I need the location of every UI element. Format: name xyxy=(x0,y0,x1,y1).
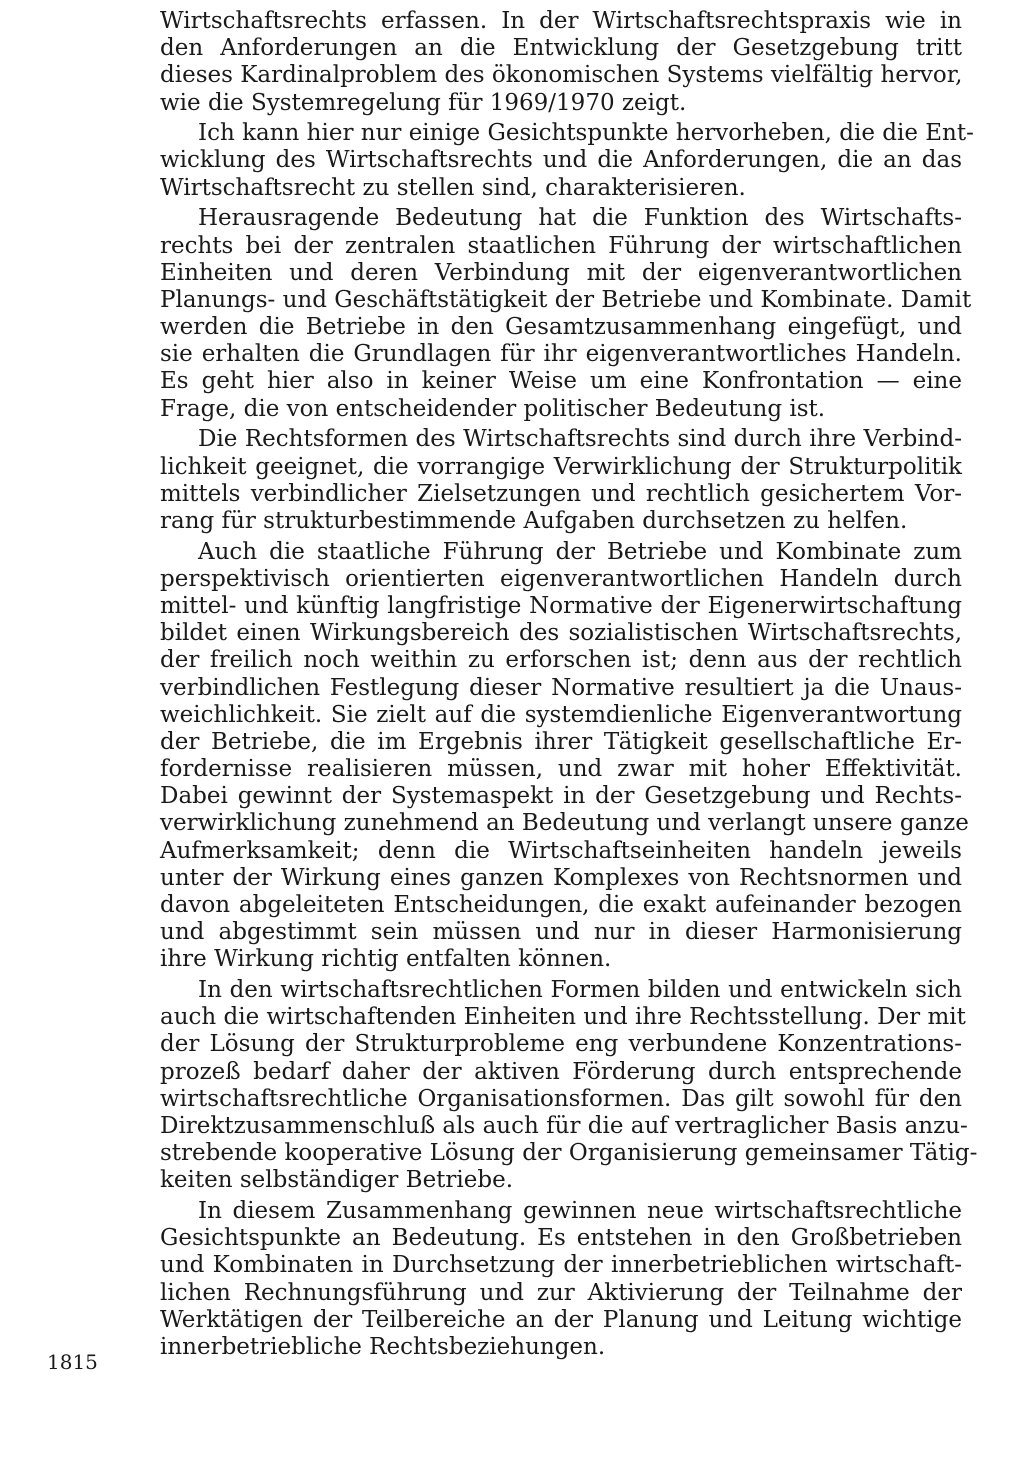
text-line: rang für strukturbestimmende Aufgaben durchsetzen zu helfen. xyxy=(160,507,908,534)
text-line: Dabei gewinnt der Systemaspekt in der Gesetzgebung und Rechts- xyxy=(160,783,962,810)
text-line: dieses Kardinalproblem des ökonomischen Systems vielfältig hervor, xyxy=(160,62,963,89)
paragraph xyxy=(160,120,974,202)
text-line: ihre Wirkung richtig entfalten können. xyxy=(160,946,612,973)
text-line: unter der Wirkung eines ganzen Komplexes von Rechtsnormen und xyxy=(160,864,962,891)
text-line: Die Rechtsformen des Wirtschaftsrechts sind durch ihre Verbind- xyxy=(198,426,962,453)
text-line: rechts bei der zentralen staatlichen Führung der wirtschaftlichen xyxy=(160,232,962,259)
text-line: mittels verbindlicher Zielsetzungen und rechtlich gesichertem Vor- xyxy=(160,480,962,507)
text-line: Wirtschaftsrechts erfassen. In der Wirtschaftsrechtspraxis wie in xyxy=(160,8,962,34)
text-line: perspektivisch orientierten eigenverantwortlichen Handeln durch xyxy=(160,565,962,592)
text-line: Es geht hier also in keiner Weise um eine Konfrontation — eine xyxy=(160,368,962,395)
text-line: Ich kann hier nur einige Gesichtspunkte hervorheben, die die Ent- xyxy=(198,120,974,147)
text-line: wicklung des Wirtschaftsrechts und die Anforderungen, die an das xyxy=(160,147,962,174)
text-line: lichkeit geeignet, die vorrangige Verwirklichung der Strukturpolitik xyxy=(160,453,962,480)
text-line: der freilich noch weithin zu erforschen ist; denn aus der rechtlich xyxy=(160,647,962,674)
paragraph xyxy=(160,205,972,423)
text-line: und Kombinaten in Durchsetzung der innerbetrieblichen wirtschaft- xyxy=(160,1252,962,1279)
text-line: auch die wirtschaftenden Einheiten und ihre Rechtsstellung. Der mit xyxy=(160,1004,966,1031)
text-line: sie erhalten die Grundlagen für ihr eigenverantwortliches Handeln. xyxy=(160,341,962,368)
text-line: werden die Betriebe in den Gesamtzusammenhang eingefügt, und xyxy=(160,314,962,341)
text-line: verwirklichung zunehmend an Bedeutung und verlangt unsere ganze xyxy=(160,810,969,837)
text-line: Gesichtspunkte an Bedeutung. Es entstehen in den Großbetrieben xyxy=(160,1225,962,1252)
text-line: Direktzusammenschluß als auch für die auf vertraglicher Basis anzu- xyxy=(160,1113,968,1139)
text-line: wie die Systemregelung für 1969/1970 zeigt. xyxy=(160,89,687,116)
text-line: lichen Rechnungsführung und zur Aktivierung der Teilnahme der xyxy=(160,1279,962,1306)
page-number: 1815 xyxy=(47,1350,98,1374)
text-line: Werktätigen der Teilbereiche an der Planung und Leitung wichtige xyxy=(160,1306,962,1333)
text-line: Herausragende Bedeutung hat die Funktion des Wirtschafts- xyxy=(198,205,962,232)
text-line: verbindlichen Festlegung dieser Normative resultiert ja die Unaus- xyxy=(160,674,962,701)
paragraph xyxy=(160,977,978,1195)
text-line: Planungs- und Geschäftstätigkeit der Betriebe und Kombinate. Damit xyxy=(160,286,972,313)
text-line: fordernisse realisieren müssen, und zwar mit hoher Effektivität. xyxy=(160,756,962,783)
text-line: und abgestimmt sein müssen und nur in dieser Harmonisierung xyxy=(160,919,962,946)
text-line: den Anforderungen an die Entwicklung der Gesetzgebung tritt xyxy=(160,35,962,62)
text-line: der Betriebe, die im Ergebnis ihrer Tätigkeit gesellschaftliche Er- xyxy=(160,728,962,755)
text-line: davon abgeleiteten Entscheidungen, die exakt aufeinander bezogen xyxy=(160,892,962,918)
text-line: weichlichkeit. Sie zielt auf die systemdienliche Eigenverantwortung xyxy=(160,701,962,728)
text-line: Frage, die von entscheidender politischer Bedeutung ist. xyxy=(160,395,826,422)
text-line: prozeß bedarf daher der aktiven Förderung durch entsprechende xyxy=(160,1058,962,1085)
text-line: innerbetriebliche Rechtsbeziehungen. xyxy=(160,1334,606,1360)
text-line: Auch die staatliche Führung der Betriebe und Kombinate zum xyxy=(198,538,962,565)
text-line: Einheiten und deren Verbindung mit der eigenverantwortlichen xyxy=(160,259,962,286)
text-line: Aufmerksamkeit; denn die Wirtschaftseinheiten handeln jeweils xyxy=(160,837,962,864)
document-page xyxy=(160,8,978,1365)
paragraph xyxy=(160,426,962,535)
text-line: der Lösung der Strukturprobleme eng verbundene Konzentrations- xyxy=(160,1031,962,1058)
text-line: wirtschaftsrechtliche Organisationsformen. Das gilt sowohl für den xyxy=(160,1085,962,1112)
text-line: mittel- und künftig langfristige Normative der Eigenerwirtschaftung xyxy=(160,592,962,619)
text-line: strebende kooperative Lösung der Organisierung gemeinsamer Tätig- xyxy=(160,1140,978,1167)
paragraph xyxy=(160,8,962,117)
paragraph xyxy=(160,538,969,974)
text-line: bildet einen Wirkungsbereich des sozialistischen Wirtschaftsrechts, xyxy=(160,620,962,647)
text-line: In diesem Zusammenhang gewinnen neue wirtschaftsrechtliche xyxy=(198,1198,962,1225)
text-line: keiten selbständiger Betriebe. xyxy=(160,1167,514,1194)
text-line: Wirtschaftsrecht zu stellen sind, charakterisieren. xyxy=(160,174,746,201)
paragraph xyxy=(160,1198,962,1361)
text-line: In den wirtschaftsrechtlichen Formen bilden und entwickeln sich xyxy=(198,977,962,1004)
